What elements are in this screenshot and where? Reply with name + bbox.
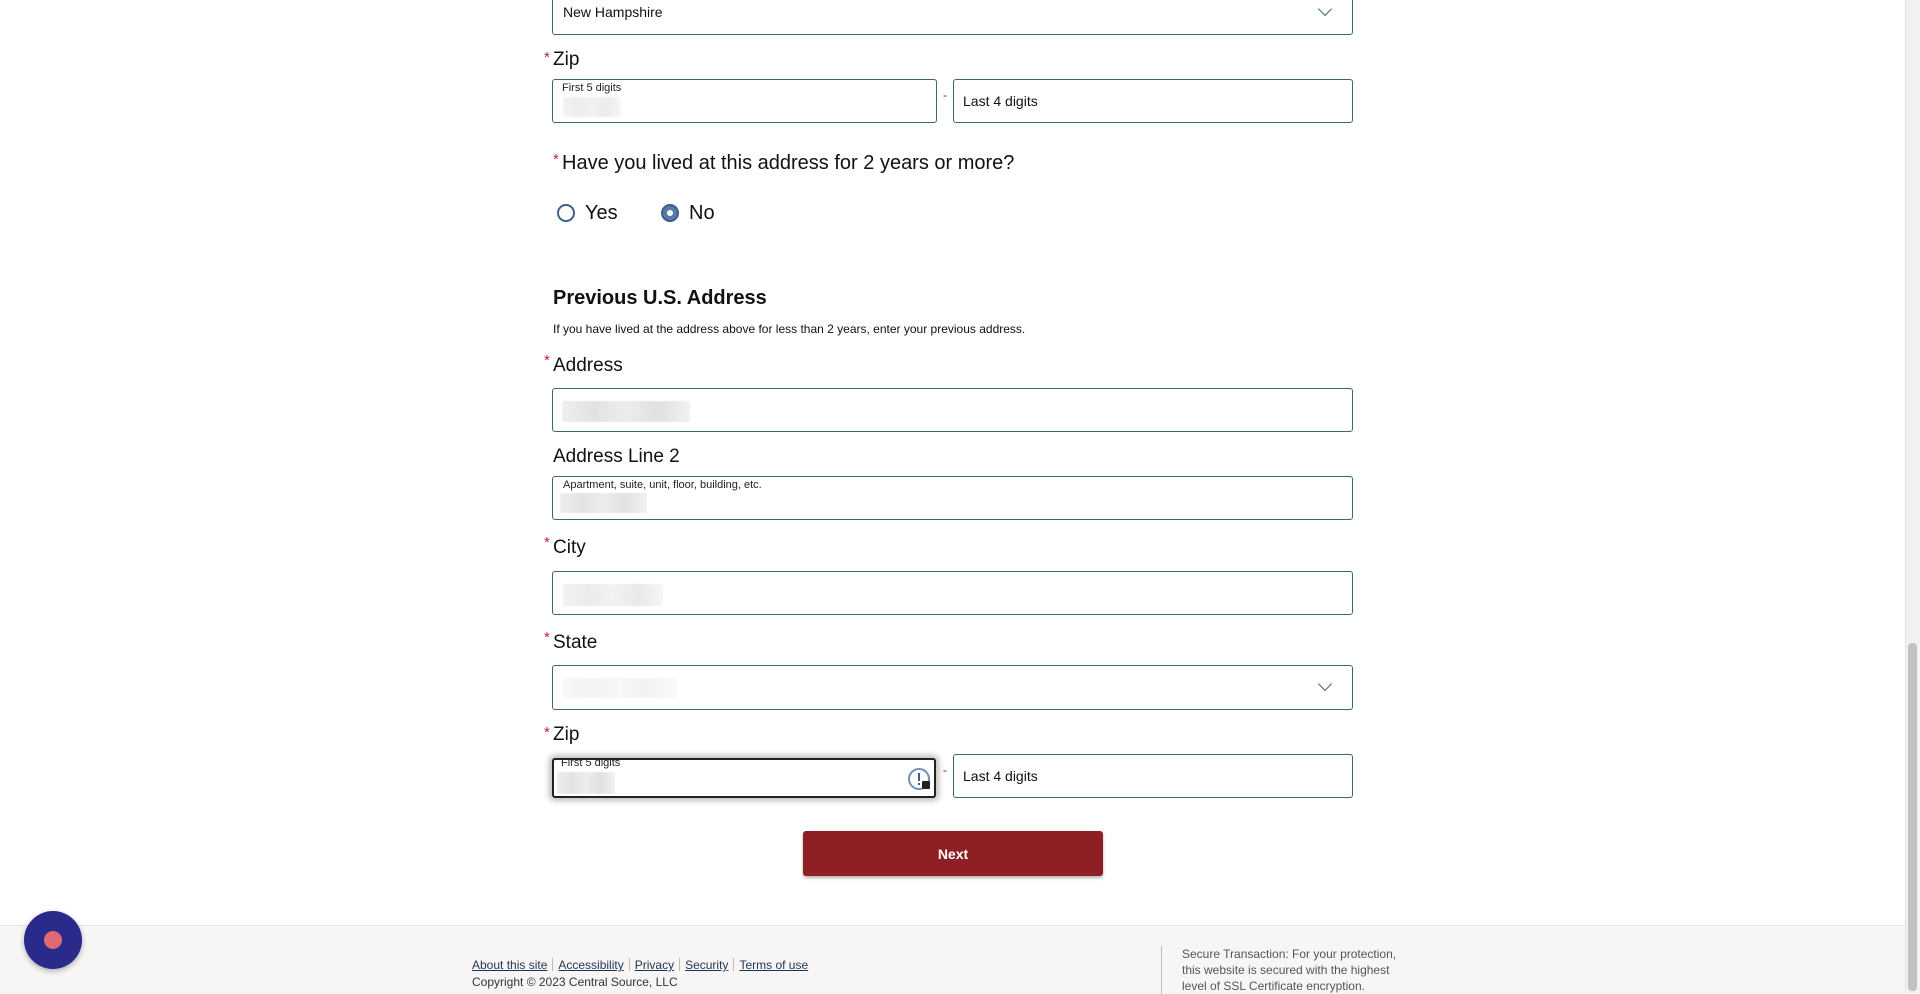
secure-line-2: this website is secured with the highest xyxy=(1182,963,1390,977)
city-value xyxy=(563,584,663,606)
zip-first5-hint: First 5 digits xyxy=(562,82,622,94)
city-input[interactable] xyxy=(552,571,1353,615)
previous-zip-label: Zip xyxy=(553,724,580,745)
previous-zip-last4-input[interactable] xyxy=(953,754,1353,798)
previous-zip-separator: - xyxy=(943,763,947,777)
address-label: Address xyxy=(553,355,623,376)
footer-link-security[interactable]: Security xyxy=(685,958,729,972)
radio-no[interactable] xyxy=(661,202,741,226)
required-marker: * xyxy=(544,352,550,369)
chevron-down-icon xyxy=(1318,677,1332,691)
state-label: State xyxy=(553,632,598,653)
footer-link-accessibility[interactable]: Accessibility xyxy=(558,958,624,972)
address-line2-value xyxy=(560,493,647,513)
state-select[interactable] xyxy=(552,665,1353,710)
previous-address-note: If you have lived at the address above for less than 2 years, enter your previous address. xyxy=(553,322,1026,336)
required-marker: * xyxy=(544,724,550,741)
radio-yes-circle[interactable] xyxy=(557,204,575,222)
footer xyxy=(0,925,1905,994)
zip-first5-input[interactable] xyxy=(552,79,937,123)
previous-address-heading: Previous U.S. Address xyxy=(553,287,767,309)
zip-separator: - xyxy=(943,88,947,102)
footer-link-privacy[interactable]: Privacy xyxy=(634,958,675,972)
address-line2-input[interactable] xyxy=(552,476,1353,520)
footer-links xyxy=(472,956,808,974)
radio-yes[interactable] xyxy=(557,202,637,226)
required-marker: * xyxy=(544,534,550,551)
footer-copyright: Copyright © 2023 Central Source, LLC xyxy=(472,975,678,989)
chat-bubble-icon[interactable] xyxy=(24,911,82,969)
previous-zip-first5-hint: First 5 digits xyxy=(561,757,621,769)
zip-last4-placeholder: Last 4 digits xyxy=(963,93,1038,109)
secure-line-3: level of SSL Certificate encryption. xyxy=(1182,979,1365,993)
address-value xyxy=(562,401,690,422)
footer-link-terms[interactable]: Terms of use xyxy=(739,958,809,972)
zip-last4-input[interactable] xyxy=(953,79,1353,123)
state-value xyxy=(563,678,677,698)
scrollbar-thumb[interactable] xyxy=(1908,643,1917,991)
zip-label: Zip xyxy=(553,49,580,70)
city-label: City xyxy=(553,537,586,558)
address-input[interactable] xyxy=(552,388,1353,432)
radio-no-label: No xyxy=(689,202,715,224)
next-button[interactable] xyxy=(803,831,1103,876)
required-marker: * xyxy=(544,629,550,646)
previous-zip-last4-placeholder: Last 4 digits xyxy=(963,768,1038,784)
lived-question-label: Have you lived at this address for 2 years or more? xyxy=(562,152,1015,174)
previous-zip-first5-value xyxy=(557,772,615,794)
footer-divider xyxy=(1161,946,1162,994)
footer-link-about[interactable]: About this site xyxy=(472,958,548,972)
address-line2-label: Address Line 2 xyxy=(553,446,680,467)
zip-first5-value xyxy=(563,97,621,117)
current-state-value: New Hampshire xyxy=(563,4,663,20)
chevron-down-icon xyxy=(1318,2,1332,16)
required-marker: * xyxy=(544,49,550,66)
password-manager-lock-icon[interactable] xyxy=(908,768,930,790)
radio-yes-label: Yes xyxy=(585,202,618,224)
current-state-select[interactable] xyxy=(552,0,1353,35)
next-button-label: Next xyxy=(937,845,969,862)
secure-transaction-note xyxy=(1182,946,1396,994)
address-line2-hint: Apartment, suite, unit, floor, building, etc. xyxy=(563,479,762,491)
radio-no-circle[interactable] xyxy=(661,204,679,222)
required-marker: * xyxy=(553,151,559,168)
secure-line-1: Secure Transaction: For your protection, xyxy=(1182,947,1397,961)
previous-zip-first5-input[interactable] xyxy=(552,758,936,798)
